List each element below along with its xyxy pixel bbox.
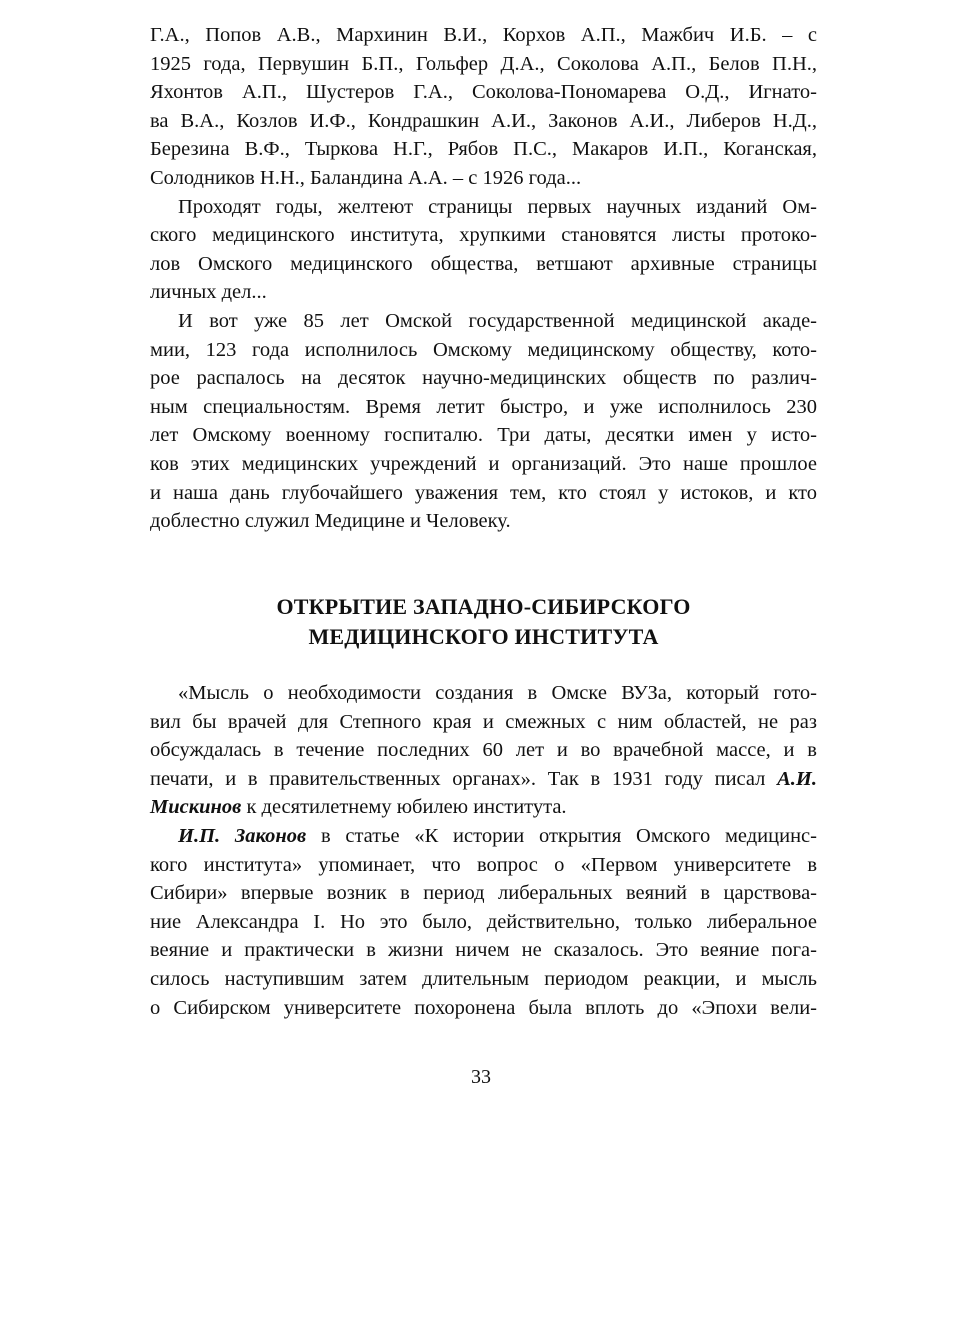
text-line: силось наступившим затем длительным периодом реакции, и мысль xyxy=(150,967,817,990)
heading-line-1: ОТКРЫТИЕ ЗАПАДНО-СИБИРСКОГО xyxy=(276,594,691,619)
text-segment: к десятилетнему юбилею института. xyxy=(241,796,567,819)
text-line: доблестно служил Медицине и Человеку. xyxy=(150,510,511,533)
text-line: кого института» упоминает, что вопрос о «Первом университете в xyxy=(150,853,817,876)
text-line: лов Омского медицинского общества, ветшают архивные страницы xyxy=(150,252,817,275)
text-line: Солодников Н.Н., Баландина А.А. – с 1926 года... xyxy=(150,166,582,189)
text-line: Проходят годы, желтеют страницы первых научных изданий Ом- xyxy=(178,195,817,218)
text-line: рое распалось на десяток научно-медицинских обществ по различ- xyxy=(150,367,817,390)
text-line: и наша дань глубочайшего уважения тем, кто стоял у истоков, и кто xyxy=(150,481,817,504)
text-line: «Мысль о необходимости создания в Омске ВУЗа, который гото- xyxy=(178,682,817,704)
text-line: Березина В.Ф., Тыркова Н.Г., Рябов П.С., Макаров И.П., Коганская, xyxy=(150,138,817,161)
text-line: о Сибирском университете похоронена была вплоть до «Эпохи вели- xyxy=(150,996,817,1019)
text-line: ва В.А., Козлов И.Ф., Кондрашкин А.И., Законов А.И., Либеров Н.Д., xyxy=(150,109,817,132)
text-line xyxy=(150,765,817,794)
text-line: ние Александра I. Но это было, действительно, только либеральное xyxy=(150,910,817,933)
text-line: Яхонтов А.П., Шустеров Г.А., Соколова-Пономарева О.Д., Игнато- xyxy=(150,81,817,104)
text-line: И вот уже 85 лет Омской государственной медицинской акаде- xyxy=(178,309,817,332)
text-segment: в статье «К истории открытия Омского медицинс- xyxy=(306,824,817,847)
text-line xyxy=(150,822,817,851)
author-initials: А.И. xyxy=(777,767,817,790)
text-line: Сибири» впервые возник в период либеральных веяний в царствова- xyxy=(150,882,817,905)
text-line: личных дел... xyxy=(150,281,267,304)
text-line: Г.А., Попов А.В., Мархинин В.И., Корхов А.П., Мажбич И.Б. – с xyxy=(150,24,817,46)
text-line: ным специальностям. Время летит быстро, и уже исполнилось 230 xyxy=(150,395,817,418)
text-line: веяние и практически в жизни ничем не сказалось. Это веяние пога- xyxy=(150,939,817,962)
lower-text xyxy=(150,679,817,1022)
text-line: лет Омскому военному госпиталю. Три даты, десятки имен у исто- xyxy=(150,424,817,447)
text-line: вил бы врачей для Степного края и смежных с ним областей, не раз xyxy=(150,710,817,733)
text-line xyxy=(150,793,817,822)
text-segment: печати, и в правительственных органах». Так в 1931 году писал xyxy=(150,767,778,790)
author-surname: Мискинов xyxy=(150,796,242,819)
section-heading xyxy=(150,592,817,652)
upper-text xyxy=(150,21,817,536)
text-line: 1925 года, Первушин Б.П., Гольфер Д.А., Соколова А.П., Белов П.Н., xyxy=(150,52,817,75)
heading-line-2: МЕДИЦИНСКОГО ИНСТИТУТА xyxy=(308,624,659,649)
text-line: ков этих медицинских учреждений и организаций. Это наше прошлое xyxy=(150,452,817,475)
text-line: обсуждалась в течение последних 60 лет и во врачебной массе, и в xyxy=(150,739,817,762)
author-name: И.П. Законов xyxy=(178,824,307,847)
page-number: 33 xyxy=(471,1066,491,1088)
text-line: ского медицинского института, хрупкими становятся листы протоко- xyxy=(150,224,817,247)
text-line: мии, 123 года исполнилось Омскому медицинскому обществу, кото- xyxy=(150,338,817,361)
